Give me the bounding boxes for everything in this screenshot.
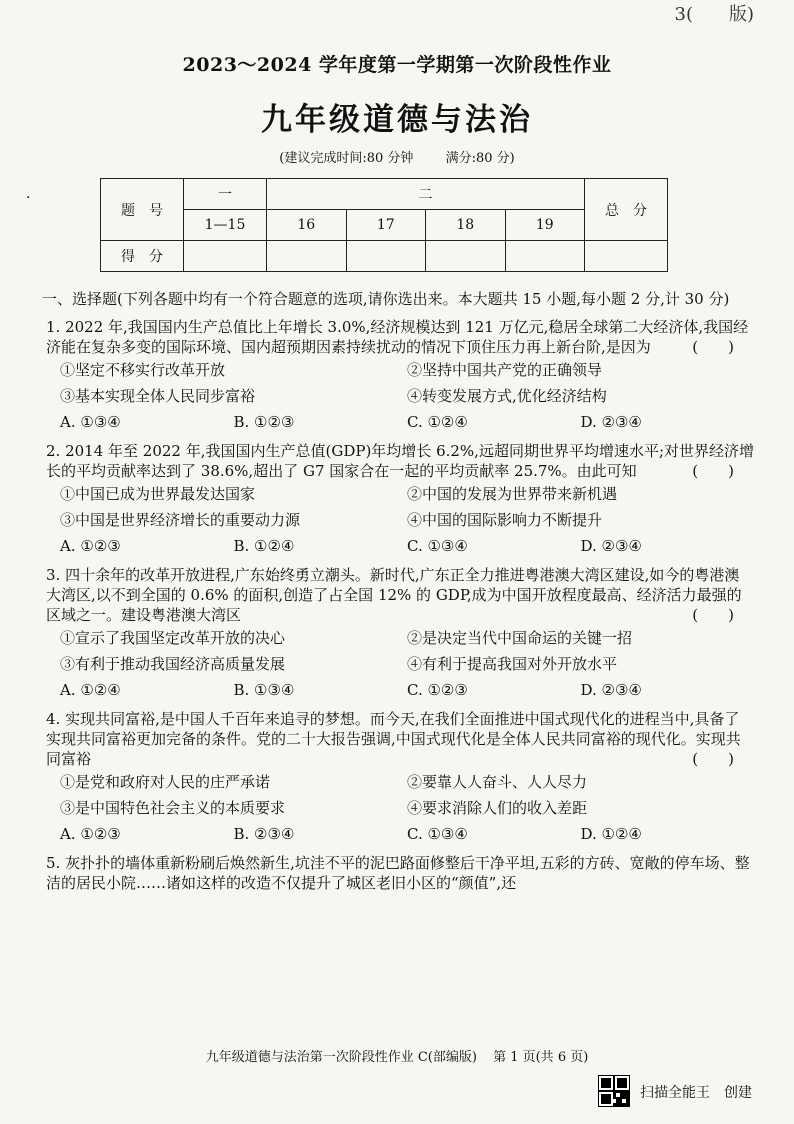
choice-d: D. ②③④ bbox=[580, 537, 642, 555]
question-stem: 1. 2022 年,我国国内生产总值比上年增长 3.0%,经济规模达到 121 万亿元,稳居全球第二大经济体,我国经济能在复杂多变的国际环境、国内超预期因素持续扰动的情况下顶住压力再上新台阶,是因为 ( ) bbox=[46, 318, 749, 356]
question-stem: 2. 2014 年至 2022 年,我国国内生产总值(GDP)年均增长 6.2%,远超同期世界平均增速水平;对世界经济增长的平均贡献率达到了 38.6%,超出了 G7 国家合在一起的平均贡献率 25.7%。由此可知 ( ) bbox=[46, 442, 755, 480]
answer-blank: ( ) bbox=[692, 462, 734, 480]
option-item: ②要靠人人奋斗、人人尽力 bbox=[407, 773, 588, 791]
option-item: ④中国的国际影响力不断提升 bbox=[407, 511, 603, 529]
question-2 bbox=[42, 441, 754, 559]
option-item: ④转变发展方式,优化经济结构 bbox=[407, 387, 607, 405]
col-18: 18 bbox=[426, 210, 506, 241]
choice-d: D. ②③④ bbox=[580, 681, 642, 699]
question-4 bbox=[42, 709, 754, 847]
exam-title: 2023～2024 学年度第一学期第一次阶段性作业 bbox=[182, 54, 612, 76]
score-cell bbox=[505, 241, 585, 272]
choice-b: B. ①③④ bbox=[233, 681, 295, 699]
option-list bbox=[42, 769, 754, 821]
score-table bbox=[100, 178, 668, 272]
answer-choices bbox=[42, 821, 754, 847]
choice-d: D. ②③④ bbox=[580, 413, 642, 431]
footer-doc-name: 九年级道德与法治第一次阶段性作业 C(部编版) bbox=[205, 1050, 477, 1065]
answer-choices bbox=[42, 533, 754, 559]
page-footer bbox=[0, 1046, 794, 1065]
option-item: ②坚持中国共产党的正确领导 bbox=[407, 361, 603, 379]
time-note: (建议完成时间:80 分钟 bbox=[279, 151, 414, 166]
option-item: ③是中国特色社会主义的本质要求 bbox=[60, 799, 286, 817]
answer-choices bbox=[42, 677, 754, 703]
answer-choices bbox=[42, 409, 754, 435]
option-list bbox=[42, 625, 754, 677]
choice-a: A. ①③④ bbox=[60, 413, 121, 431]
answer-blank: ( ) bbox=[692, 338, 734, 356]
exam-content bbox=[42, 289, 754, 899]
choice-c: C. ①②③ bbox=[407, 681, 468, 699]
choice-c: C. ①③④ bbox=[407, 825, 468, 843]
scanner-watermark: 扫描全能王 创建 bbox=[640, 1085, 752, 1101]
margin-mark: · bbox=[26, 190, 31, 206]
score-cell bbox=[585, 241, 668, 272]
option-item: ①宣示了我国坚定改革开放的决心 bbox=[60, 629, 286, 647]
option-item: ①中国已成为世界最发达国家 bbox=[60, 485, 256, 503]
score-note: 满分:80 分) bbox=[445, 151, 515, 166]
choice-a: A. ①②③ bbox=[60, 537, 121, 555]
choice-a: A. ①②④ bbox=[60, 681, 121, 699]
option-item: ①坚定不移实行改革开放 bbox=[60, 361, 226, 379]
col-17: 17 bbox=[346, 210, 426, 241]
score-cell bbox=[346, 241, 426, 272]
subject-title: 九年级道德与法治 bbox=[261, 102, 533, 138]
section-two-header: 二 bbox=[267, 179, 585, 210]
score-cell bbox=[267, 241, 347, 272]
option-item: ②是决定当代中国命运的关键一招 bbox=[407, 629, 633, 647]
option-item: ③基本实现全体人民同步富裕 bbox=[60, 387, 256, 405]
section-heading: 一、选择题(下列各题中均有一个符合题意的选项,请你选出来。本大题共 15 小题,每小题 2 分,计 30 分) bbox=[42, 290, 730, 308]
col-16: 16 bbox=[267, 210, 347, 241]
choice-d: D. ①②④ bbox=[580, 825, 642, 843]
footer-page-number: 第 1 页(共 6 页) bbox=[493, 1050, 589, 1065]
option-item: ②中国的发展为世界带来新机遇 bbox=[407, 485, 618, 503]
option-item: ③有利于推动我国经济高质量发展 bbox=[60, 655, 286, 673]
total-header: 总 分 bbox=[585, 179, 668, 241]
option-item: ④要求消除人们的收入差距 bbox=[407, 799, 588, 817]
answer-blank: ( ) bbox=[692, 606, 734, 624]
score-cell bbox=[426, 241, 506, 272]
option-list bbox=[42, 481, 754, 533]
col-19: 19 bbox=[505, 210, 585, 241]
question-5 bbox=[42, 853, 754, 893]
option-item: ④有利于提高我国对外开放水平 bbox=[407, 655, 618, 673]
section-one-header: 一 bbox=[184, 179, 267, 210]
question-stem: 5. 灰扑扑的墙体重新粉刷后焕然新生,坑洼不平的泥巴路面修整后干净平坦,五彩的方砖、宽敞的停车场、整洁的居民小院……诸如这样的改造不仅提升了城区老旧小区的“颜值”,还 bbox=[46, 854, 750, 892]
question-3 bbox=[42, 565, 754, 703]
row-label-question-number: 题 号 bbox=[101, 179, 184, 241]
score-cell bbox=[184, 241, 267, 272]
choice-c: C. ①③④ bbox=[407, 537, 468, 555]
option-list bbox=[42, 357, 754, 409]
choice-b: B. ①②④ bbox=[233, 537, 295, 555]
row-label-score: 得 分 bbox=[101, 241, 184, 272]
question-stem: 3. 四十余年的改革开放进程,广东始终勇立潮头。新时代,广东正全力推进粤港澳大湾区建设,如今的粤港澳大湾区,以不到全国的 0.6% 的面积,创造了占全国 12% 的 GDP,成为中国开放程度最高、经济活力最强的区域之一。建设粤港澳大湾区 ( ) bbox=[46, 566, 742, 624]
choice-a: A. ①②③ bbox=[60, 825, 121, 843]
answer-blank: ( ) bbox=[692, 750, 734, 768]
corner-edition-mark: 3( 版) bbox=[674, 4, 754, 25]
question-stem: 4. 实现共同富裕,是中国人千百年来追寻的梦想。而今天,在我们全面推进中国式现代化的进程当中,具备了实现共同富裕更加完备的条件。党的二十大报告强调,中国式现代化是全体人民共同富裕的现代化。实现共同富裕 ( ) bbox=[46, 710, 741, 768]
qr-code-icon bbox=[598, 1075, 630, 1107]
choice-b: B. ②③④ bbox=[233, 825, 295, 843]
question-1 bbox=[42, 317, 754, 435]
choice-b: B. ①②③ bbox=[233, 413, 295, 431]
option-item: ①是党和政府对人民的庄严承诺 bbox=[60, 773, 271, 791]
choice-c: C. ①②④ bbox=[407, 413, 468, 431]
exam-timing bbox=[0, 147, 794, 166]
col-1-15: 1—15 bbox=[184, 210, 267, 241]
option-item: ③中国是世界经济增长的重要动力源 bbox=[60, 511, 301, 529]
